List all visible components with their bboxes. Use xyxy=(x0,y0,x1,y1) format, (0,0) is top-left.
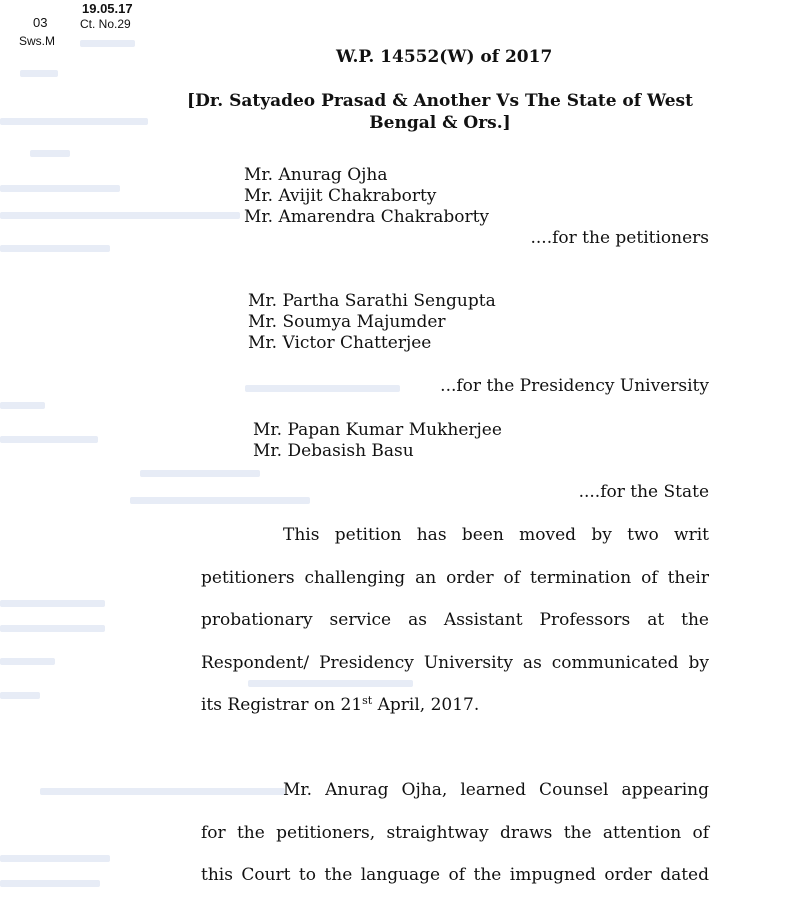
paragraph-2-line: this Court to the language of the impugned order dated xyxy=(201,865,709,885)
paragraph-1-line: This petition has been moved by two writ xyxy=(283,525,709,545)
text-segment: its Registrar on 21 xyxy=(201,695,363,715)
order-date: 19.05.17 xyxy=(82,1,133,16)
appearing-for-petitioners: ....for the petitioners xyxy=(530,228,709,248)
text-segment: April, 2017. xyxy=(372,695,480,715)
paragraph-1-line: Respondent/ Presidency University as communicated by xyxy=(201,653,709,673)
counsel-name: Mr. Anurag Ojha xyxy=(244,165,388,185)
counsel-list-state xyxy=(253,420,502,462)
counsel-name: Mr. Avijit Chakraborty xyxy=(244,186,437,206)
counsel-name: Mr. Partha Sarathi Sengupta xyxy=(248,291,496,311)
serial-number: 03 xyxy=(33,15,48,30)
court-number: Ct. No.29 xyxy=(80,17,131,31)
ordinal-suffix: st xyxy=(362,694,373,707)
paragraph-1-last-line xyxy=(201,695,709,715)
paragraph-2-line: for the petitioners, straightway draws the attention of xyxy=(201,823,709,843)
parties-line-2: Bengal & Ors.] xyxy=(369,113,511,133)
counsel-name: Mr. Soumya Majumder xyxy=(248,312,446,332)
appearing-for-state: ....for the State xyxy=(578,482,709,502)
paragraph-1-line: probationary service as Assistant Professors at the xyxy=(201,610,709,630)
counsel-name: Mr. Papan Kumar Mukherjee xyxy=(253,420,502,440)
parties-line-1: [Dr. Satyadeo Prasad & Another Vs The State of West xyxy=(187,91,693,111)
counsel-name: Mr. Victor Chatterjee xyxy=(248,333,432,353)
counsel-list-petitioners xyxy=(244,165,489,228)
counsel-name: Mr. Debasish Basu xyxy=(253,441,414,461)
case-number: W.P. 14552(W) of 2017 xyxy=(336,47,553,67)
appearing-for-university: ...for the Presidency University xyxy=(440,376,709,396)
paragraph-1-line: petitioners challenging an order of termination of their xyxy=(201,568,709,588)
clerk-initials: Sws.M xyxy=(19,34,55,48)
counsel-name: Mr. Amarendra Chakraborty xyxy=(244,207,490,227)
case-parties xyxy=(185,90,695,134)
counsel-list-university xyxy=(248,291,496,354)
paragraph-2-line: Mr. Anurag Ojha, learned Counsel appearing xyxy=(283,780,709,800)
